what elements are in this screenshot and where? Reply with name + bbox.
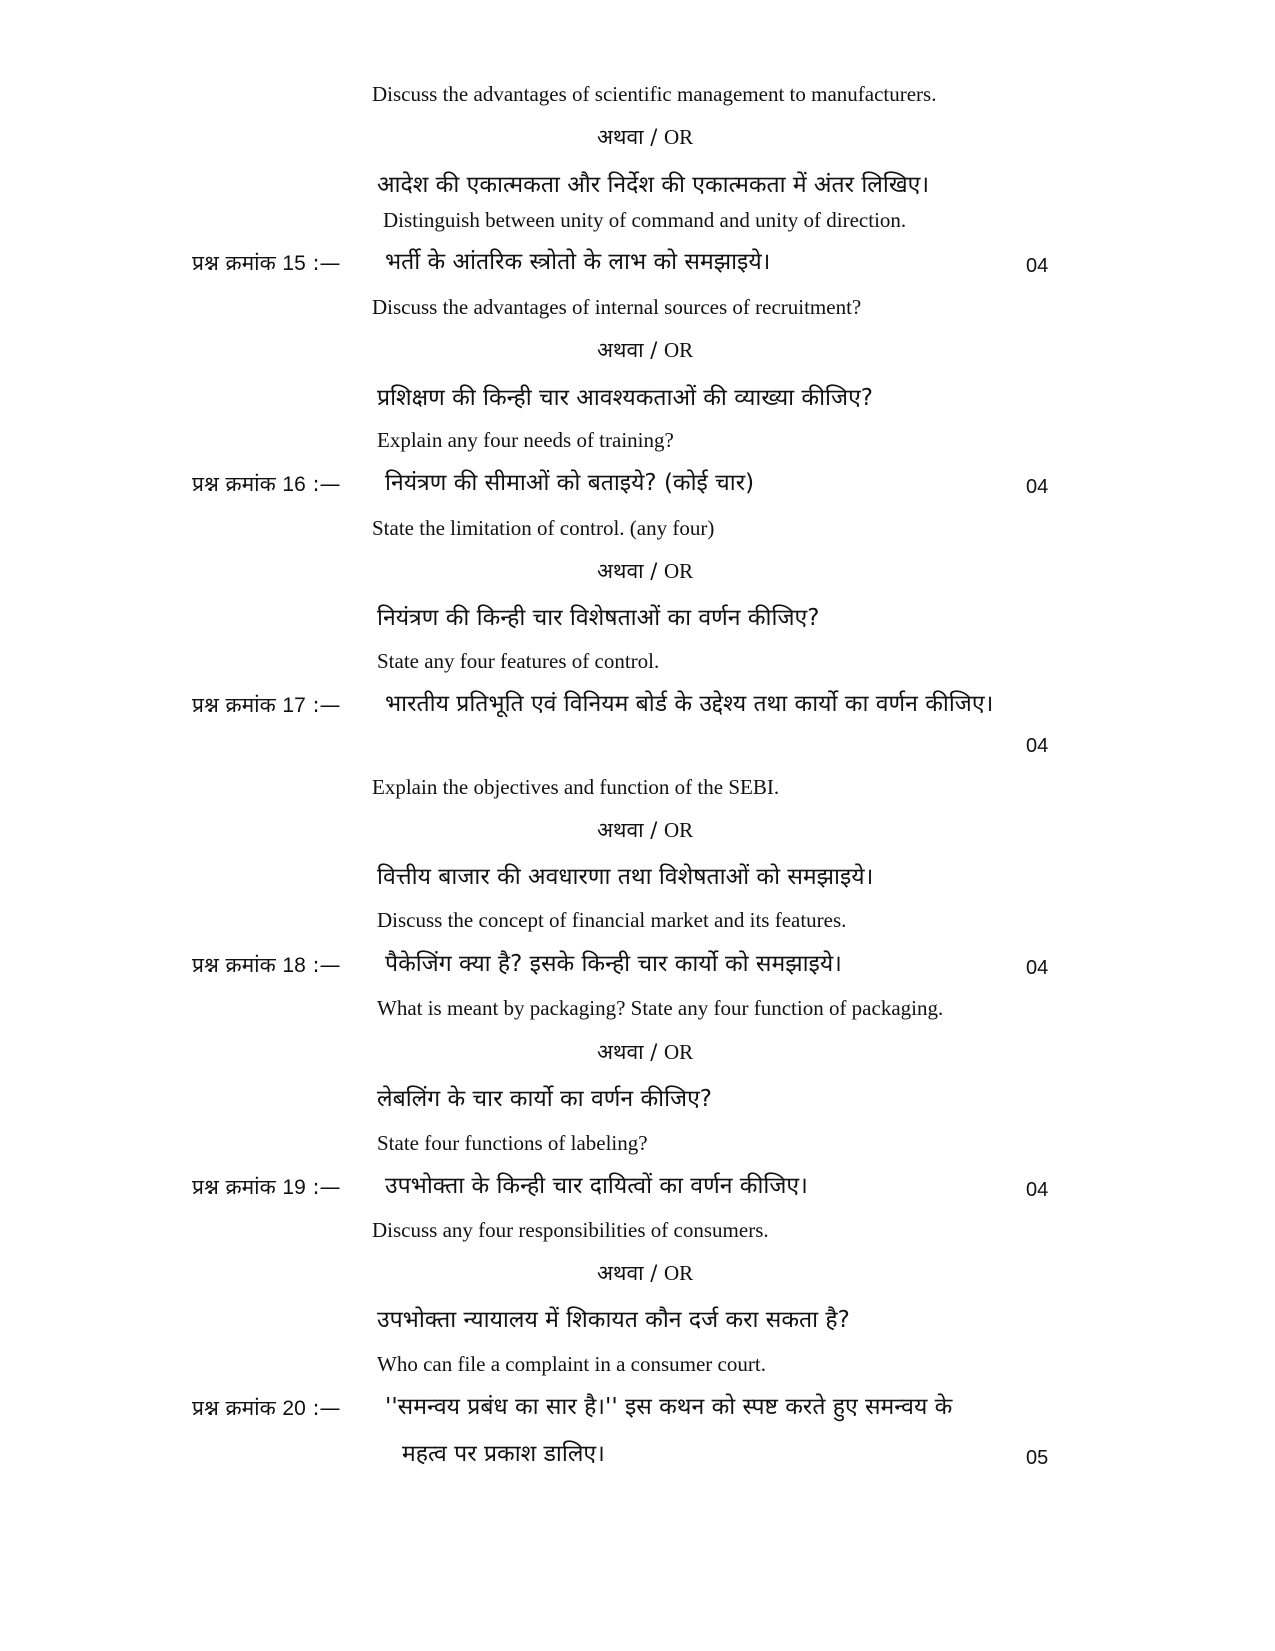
or-divider: अथवा / OR [597,1040,694,1064]
or-divider: अथवा / OR [597,559,694,583]
q19-label: प्रश्न क्रमांक 19 :— [192,1175,341,1199]
q20-hindi-text-line-2: महत्व पर प्रकाश डालिए। [402,1441,605,1467]
q17-marks: 04 [1026,735,1049,757]
q19-marks: 04 [1026,1179,1049,1201]
q17-label: प्रश्न क्रमांक 17 :— [192,693,341,717]
q18-hindi-text: पैकेजिंग क्या है? इसके किन्ही चार कार्यो को समझाइये। [385,951,842,977]
q20-label: प्रश्न क्रमांक 20 :— [192,1396,341,1420]
q16-label: प्रश्न क्रमांक 16 :— [192,472,341,496]
q18-alt-hindi-text: लेबलिंग के चार कार्यो का वर्णन कीजिए? [377,1086,713,1112]
q15-label: प्रश्न क्रमांक 15 :— [192,251,341,275]
q20-marks: 05 [1026,1447,1049,1469]
or-divider: अथवा / OR [597,818,694,842]
q14-alt-english-text: Distinguish between unity of command and unity of direction. [383,208,907,232]
or-divider: अथवा / OR [597,1261,694,1285]
q19-hindi-text: उपभोक्ता के किन्ही चार दायित्वों का वर्णन कीजिए। [385,1173,808,1199]
q16-english-text: State the limitation of control. (any four) [372,516,715,540]
q14-english-text: Discuss the advantages of scientific management to manufacturers. [372,82,937,106]
q18-marks: 04 [1026,957,1049,979]
q20-hindi-text-line-1: ''समन्वय प्रबंध का सार है।'' इस कथन को स्पष्ट करते हुए समन्वय के [385,1394,953,1420]
q16-alt-hindi-text: नियंत्रण की किन्ही चार विशेषताओं का वर्णन कीजिए? [377,605,820,631]
q18-english-text: What is meant by packaging? State any four function of packaging. [377,996,944,1020]
q17-alt-hindi-text: वित्तीय बाजार की अवधारणा तथा विशेषताओं को समझाइये। [377,864,874,890]
q15-english-text: Discuss the advantages of internal sources of recruitment? [372,295,862,319]
q19-alt-hindi-text: उपभोक्ता न्यायालय में शिकायत कौन दर्ज करा सकता है? [377,1307,850,1333]
q18-alt-english-text: State four functions of labeling? [377,1131,648,1155]
or-divider: अथवा / OR [597,125,694,149]
q17-alt-english-text: Discuss the concept of financial market and its features. [377,908,847,932]
q15-alt-english-text: Explain any four needs of training? [377,428,674,452]
q15-marks: 04 [1026,255,1049,277]
q17-english-text: Explain the objectives and function of the SEBI. [372,775,780,799]
q19-english-text: Discuss any four responsibilities of consumers. [372,1218,769,1242]
q14-alt-hindi-text: आदेश की एकात्मकता और निर्देश की एकात्मकता में अंतर लिखिए। [377,172,930,198]
q18-label: प्रश्न क्रमांक 18 :— [192,953,341,977]
q15-alt-hindi-text: प्रशिक्षण की किन्ही चार आवश्यकताओं की व्याख्या कीजिए? [377,385,873,411]
q16-alt-english-text: State any four features of control. [377,649,660,673]
q17-hindi-text: भारतीय प्रतिभूति एवं विनियम बोर्ड के उद्देश्य तथा कार्यो का वर्णन कीजिए। [385,691,994,717]
q19-alt-english-text: Who can file a complaint in a consumer court. [377,1352,766,1376]
or-divider: अथवा / OR [597,338,694,362]
q16-marks: 04 [1026,476,1049,498]
q15-hindi-text: भर्ती के आंतरिक स्त्रोतो के लाभ को समझाइये। [385,249,771,275]
q16-hindi-text: नियंत्रण की सीमाओं को बताइये? (कोई चार) [385,470,755,496]
